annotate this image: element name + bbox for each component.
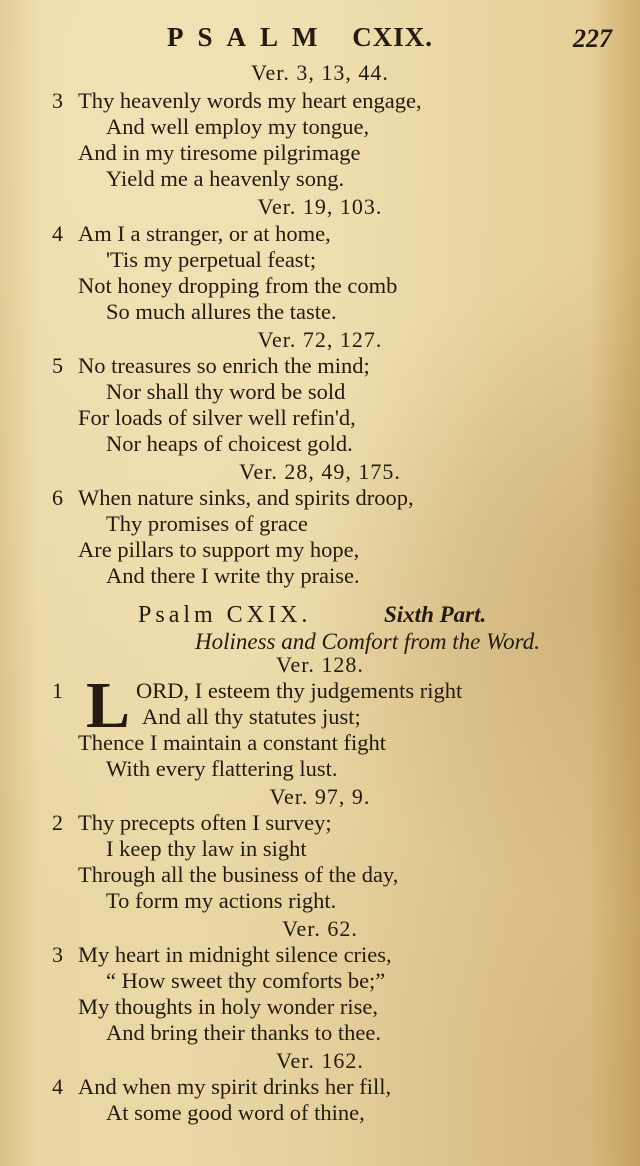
verse-line xyxy=(0,353,640,379)
verse-text: “ How sweet thy comforts be;” xyxy=(106,968,386,993)
verse-reference: Ver. 19, 103. xyxy=(257,194,383,219)
verse-reference: Ver. 28, 49, 175. xyxy=(239,459,401,484)
verse-line xyxy=(0,431,640,457)
verse-text: My thoughts in holy wonder rise, xyxy=(78,994,378,1019)
verse-text: When nature sinks, and spirits droop, xyxy=(78,485,414,510)
verse-text: And when my spirit drinks her fill, xyxy=(78,1074,392,1099)
verse-text: Nor heaps of choicest gold. xyxy=(106,431,353,456)
verse-line xyxy=(0,968,640,994)
verse-line xyxy=(0,563,640,589)
verse-line xyxy=(0,1074,640,1100)
verse-line xyxy=(0,1020,640,1046)
running-title xyxy=(120,22,480,53)
verse-text: Not honey dropping from the comb xyxy=(78,273,398,298)
verse-text: My heart in midnight silence cries, xyxy=(78,942,392,967)
verse-number: 3 xyxy=(52,88,63,113)
part-heading-part: Sixth Part. xyxy=(384,602,487,627)
verse-text: To form my actions right. xyxy=(106,888,337,913)
verse-line xyxy=(0,114,640,140)
part-subtitle xyxy=(0,628,640,656)
verse-line xyxy=(0,485,640,511)
verse-reference: Ver. 72, 127. xyxy=(257,327,383,352)
verse-number: 6 xyxy=(52,485,63,510)
verse-line xyxy=(0,405,640,431)
verse-number: 3 xyxy=(52,942,63,967)
verse-text: And there I write thy praise. xyxy=(106,563,360,588)
verse-text: Thence I maintain a constant fight xyxy=(78,730,387,755)
verse-text: And in my tiresome pilgrimage xyxy=(78,140,361,165)
verse-text: Nor shall thy word be sold xyxy=(106,379,346,404)
verse-number: 5 xyxy=(52,353,63,378)
verse-reference: Ver. 128. xyxy=(276,652,364,677)
verse-text: Am I a stranger, or at home, xyxy=(78,221,331,246)
verse-text: Are pillars to support my hope, xyxy=(78,537,360,562)
page-number: 227 xyxy=(573,24,612,53)
verse-line xyxy=(0,221,640,247)
verse-line xyxy=(0,379,640,405)
verse-line xyxy=(0,299,640,325)
verse-reference: Ver. 3, 13, 44. xyxy=(251,60,389,85)
verse-reference: Ver. 62. xyxy=(282,916,358,941)
verse-text: No treasures so enrich the mind; xyxy=(78,353,370,378)
verse-text: And bring their thanks to thee. xyxy=(106,1020,381,1045)
part-subtitle-text: Holiness and Comfort from the Word. xyxy=(194,629,540,654)
verse-number: 4 xyxy=(52,1074,63,1099)
verse-reference: Ver. 97, 9. xyxy=(269,784,371,809)
verse-text: 'Tis my perpetual feast; xyxy=(106,247,317,272)
verse-line xyxy=(0,862,640,888)
verse-text: Through all the business of the day, xyxy=(78,862,399,887)
verse-line xyxy=(0,888,640,914)
running-title-number: CXIX. xyxy=(352,22,433,52)
running-title-psalm: PSALM xyxy=(166,22,332,52)
verse-number: 4 xyxy=(52,221,63,246)
verse-text: With every flattering lust. xyxy=(106,756,338,781)
verse-text: For loads of silver well refin'd, xyxy=(78,405,356,430)
verse-line xyxy=(0,756,640,782)
verse-text: And all thy statutes just; xyxy=(142,704,361,729)
verse-line xyxy=(0,511,640,537)
verse-text: Thy precepts often I survey; xyxy=(78,810,332,835)
verse-line xyxy=(0,942,640,968)
verse-number: 2 xyxy=(52,810,63,835)
verse-reference: Ver. 162. xyxy=(276,1048,364,1073)
verse-number: 1 xyxy=(52,678,63,703)
verse-line xyxy=(0,810,640,836)
verse-text: I keep thy law in sight xyxy=(106,836,307,861)
verse-text: Yield me a heavenly song. xyxy=(106,166,345,191)
verse-line xyxy=(0,537,640,563)
verse-text: So much allures the taste. xyxy=(106,299,337,324)
verse-text: And well employ my tongue, xyxy=(106,114,370,139)
verse-text: Thy heavenly words my heart engage, xyxy=(78,88,422,113)
verse-line xyxy=(0,1100,640,1126)
verse-line xyxy=(0,273,640,299)
part-heading xyxy=(0,600,640,630)
drop-cap: L xyxy=(86,669,131,742)
verse-line xyxy=(0,247,640,273)
verse-line xyxy=(0,836,640,862)
verse-text: At some good word of thine, xyxy=(106,1100,365,1125)
page-header xyxy=(0,22,640,56)
verse-text: Thy promises of grace xyxy=(106,511,308,536)
part-heading-psalm: Psalm CXIX. xyxy=(138,602,312,628)
verse-line xyxy=(0,88,640,114)
verse-line xyxy=(0,994,640,1020)
verse-text: ORD, I esteem thy judgements right xyxy=(136,678,463,703)
verse-line xyxy=(0,140,640,166)
verse-line xyxy=(0,166,640,192)
